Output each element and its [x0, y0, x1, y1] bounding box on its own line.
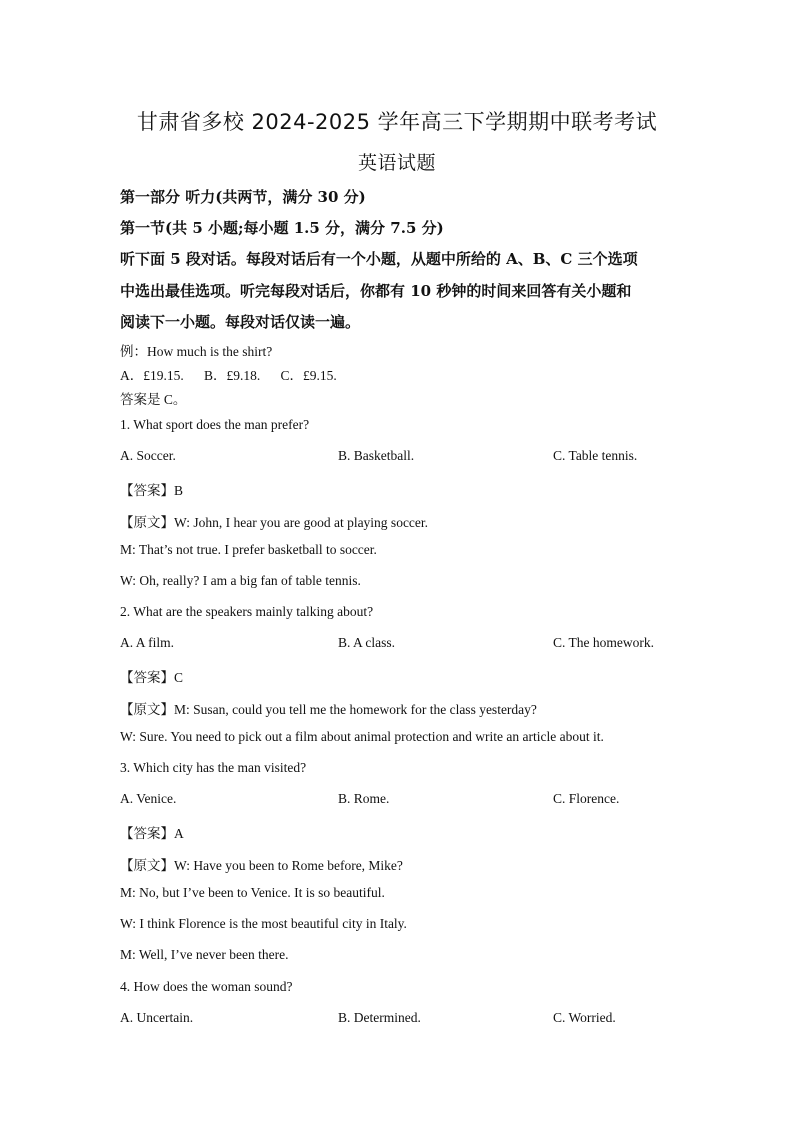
- q3-transcript-line: M: Well, I’ve never been there.: [120, 947, 289, 962]
- q1-transcript-line: 【原文】W: John, I hear you are good at playing soccer.: [120, 515, 429, 530]
- q2-option-c: C. The homework.: [553, 635, 654, 650]
- document-subtitle: 英语试题: [357, 152, 436, 174]
- example-options: A．£19.15. B．£9.18. C．£9.15.: [120, 368, 337, 383]
- q3-transcript-line: 【原文】W: Have you been to Rome before, Mike?: [120, 858, 403, 873]
- question-3: 3. Which city has the man visited?: [120, 760, 307, 775]
- q2-option-a: A. A film.: [120, 635, 175, 650]
- example-question: 例：How much is the shirt?: [120, 344, 273, 359]
- section-heading: 第一节(共 5 小题;每小题 1.5 分，满分 7.5 分): [120, 219, 444, 237]
- document-title: 甘肃省多校 2024-2025 学年高三下学期期中联考考试: [136, 110, 658, 134]
- q1-option-b: B. Basketball.: [338, 448, 415, 463]
- q4-option-b: B. Determined.: [338, 1010, 421, 1025]
- q3-option-c: C. Florence.: [553, 791, 620, 806]
- q3-transcript-line: M: No, but I’ve been to Venice. It is so beautiful.: [120, 885, 385, 900]
- instruction-line: 中选出最佳选项。听完每段对话后，你都有 10 秒钟的时间来回答有关小题和: [120, 282, 632, 300]
- q1-answer: 【答案】B: [120, 483, 184, 498]
- question-2: 2. What are the speakers mainly talking about?: [120, 604, 374, 619]
- q1-transcript-line: M: That’s not true. I prefer basketball to soccer.: [120, 542, 377, 557]
- q1-transcript-line: W: Oh, really? I am a big fan of table tennis.: [120, 573, 361, 588]
- q2-transcript-line: 【原文】M: Susan, could you tell me the homework for the class yesterday?: [120, 702, 537, 717]
- q3-transcript-line: W: I think Florence is the most beautiful city in Italy.: [120, 916, 407, 931]
- part-heading: 第一部分 听力(共两节，满分 30 分): [120, 188, 366, 206]
- question-1: 1. What sport does the man prefer?: [120, 417, 310, 432]
- q4-option-a: A. Uncertain.: [120, 1010, 194, 1025]
- q1-option-a: A. Soccer.: [120, 448, 176, 463]
- example-answer: 答案是 C。: [120, 392, 187, 407]
- question-4: 4. How does the woman sound?: [120, 979, 293, 994]
- q4-option-c: C. Worried.: [553, 1010, 616, 1025]
- q2-option-b: B. A class.: [338, 635, 396, 650]
- q3-option-b: B. Rome.: [338, 791, 390, 806]
- q1-option-c: C. Table tennis.: [553, 448, 638, 463]
- q2-transcript-line: W: Sure. You need to pick out a film about animal protection and write an article about it.: [120, 729, 604, 744]
- q2-answer: 【答案】C: [120, 670, 184, 685]
- instruction-line: 听下面 5 段对话。每段对话后有一个小题，从题中所给的 A、B、C 三个选项: [120, 250, 638, 268]
- q3-answer: 【答案】A: [120, 826, 184, 841]
- instruction-line: 阅读下一小题。每段对话仅读一遍。: [120, 313, 361, 331]
- q3-option-a: A. Venice.: [120, 791, 177, 806]
